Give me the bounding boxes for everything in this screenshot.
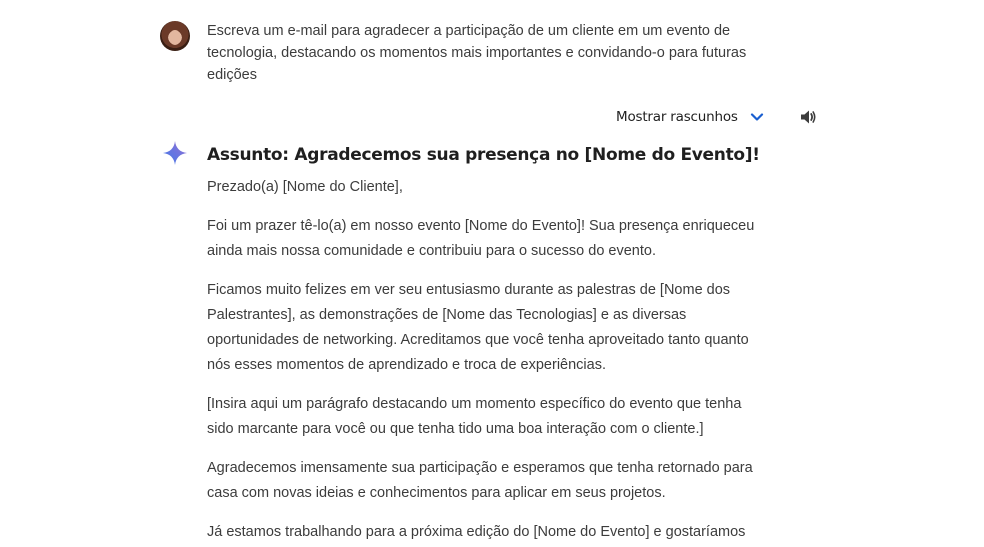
- response-toolbar: [616, 106, 817, 128]
- sparkle-icon: [162, 140, 188, 166]
- avatar: [160, 21, 190, 51]
- email-subject: Assunto: Agradecemos sua presença no [Nome do Evento]!: [207, 145, 760, 165]
- email-paragraph: Agradecemos imensamente sua participação e esperamos que tenha retornado para casa com novas ideias e conhecimentos para aplicar em seus projetos.: [207, 460, 753, 501]
- email-paragraph: [Insira aqui um parágrafo destacando um momento específico do evento que tenha sido marcante para você ou que tenha tido uma boa interação com o cliente.]: [207, 396, 742, 437]
- show-drafts-button[interactable]: Mostrar rascunhos: [616, 109, 738, 125]
- email-paragraph: Ficamos muito felizes em ver seu entusiasmo durante as palestras de [Nome dos Palestrantes], as demonstrações de [Nome das Tecnologias] e as diversas oportunidades de networking. Acreditamos que você tenha aproveitado tanto quanto nós esses momentos de aprendizado e troca de experiências.: [207, 282, 749, 373]
- speaker-icon[interactable]: [799, 108, 817, 126]
- email-greeting: Prezado(a) [Nome do Cliente],: [207, 179, 403, 195]
- response-body: [207, 142, 767, 545]
- user-prompt-text: Escreva um e-mail para agradecer a participação de um cliente em um evento de tecnologia, destacando os momentos mais importantes e convidando-o para futuras edições: [207, 23, 747, 83]
- email-paragraph: Foi um prazer tê-lo(a) em nosso evento [Nome do Evento]! Sua presença enriqueceu ainda mais nossa comunidade e contribuiu para o sucesso do evento.: [207, 218, 755, 259]
- user-prompt: [160, 20, 780, 86]
- email-paragraph: Já estamos trabalhando para a próxima edição do [Nome do Evento] e gostaríamos: [207, 524, 746, 540]
- chevron-down-icon[interactable]: [750, 110, 764, 124]
